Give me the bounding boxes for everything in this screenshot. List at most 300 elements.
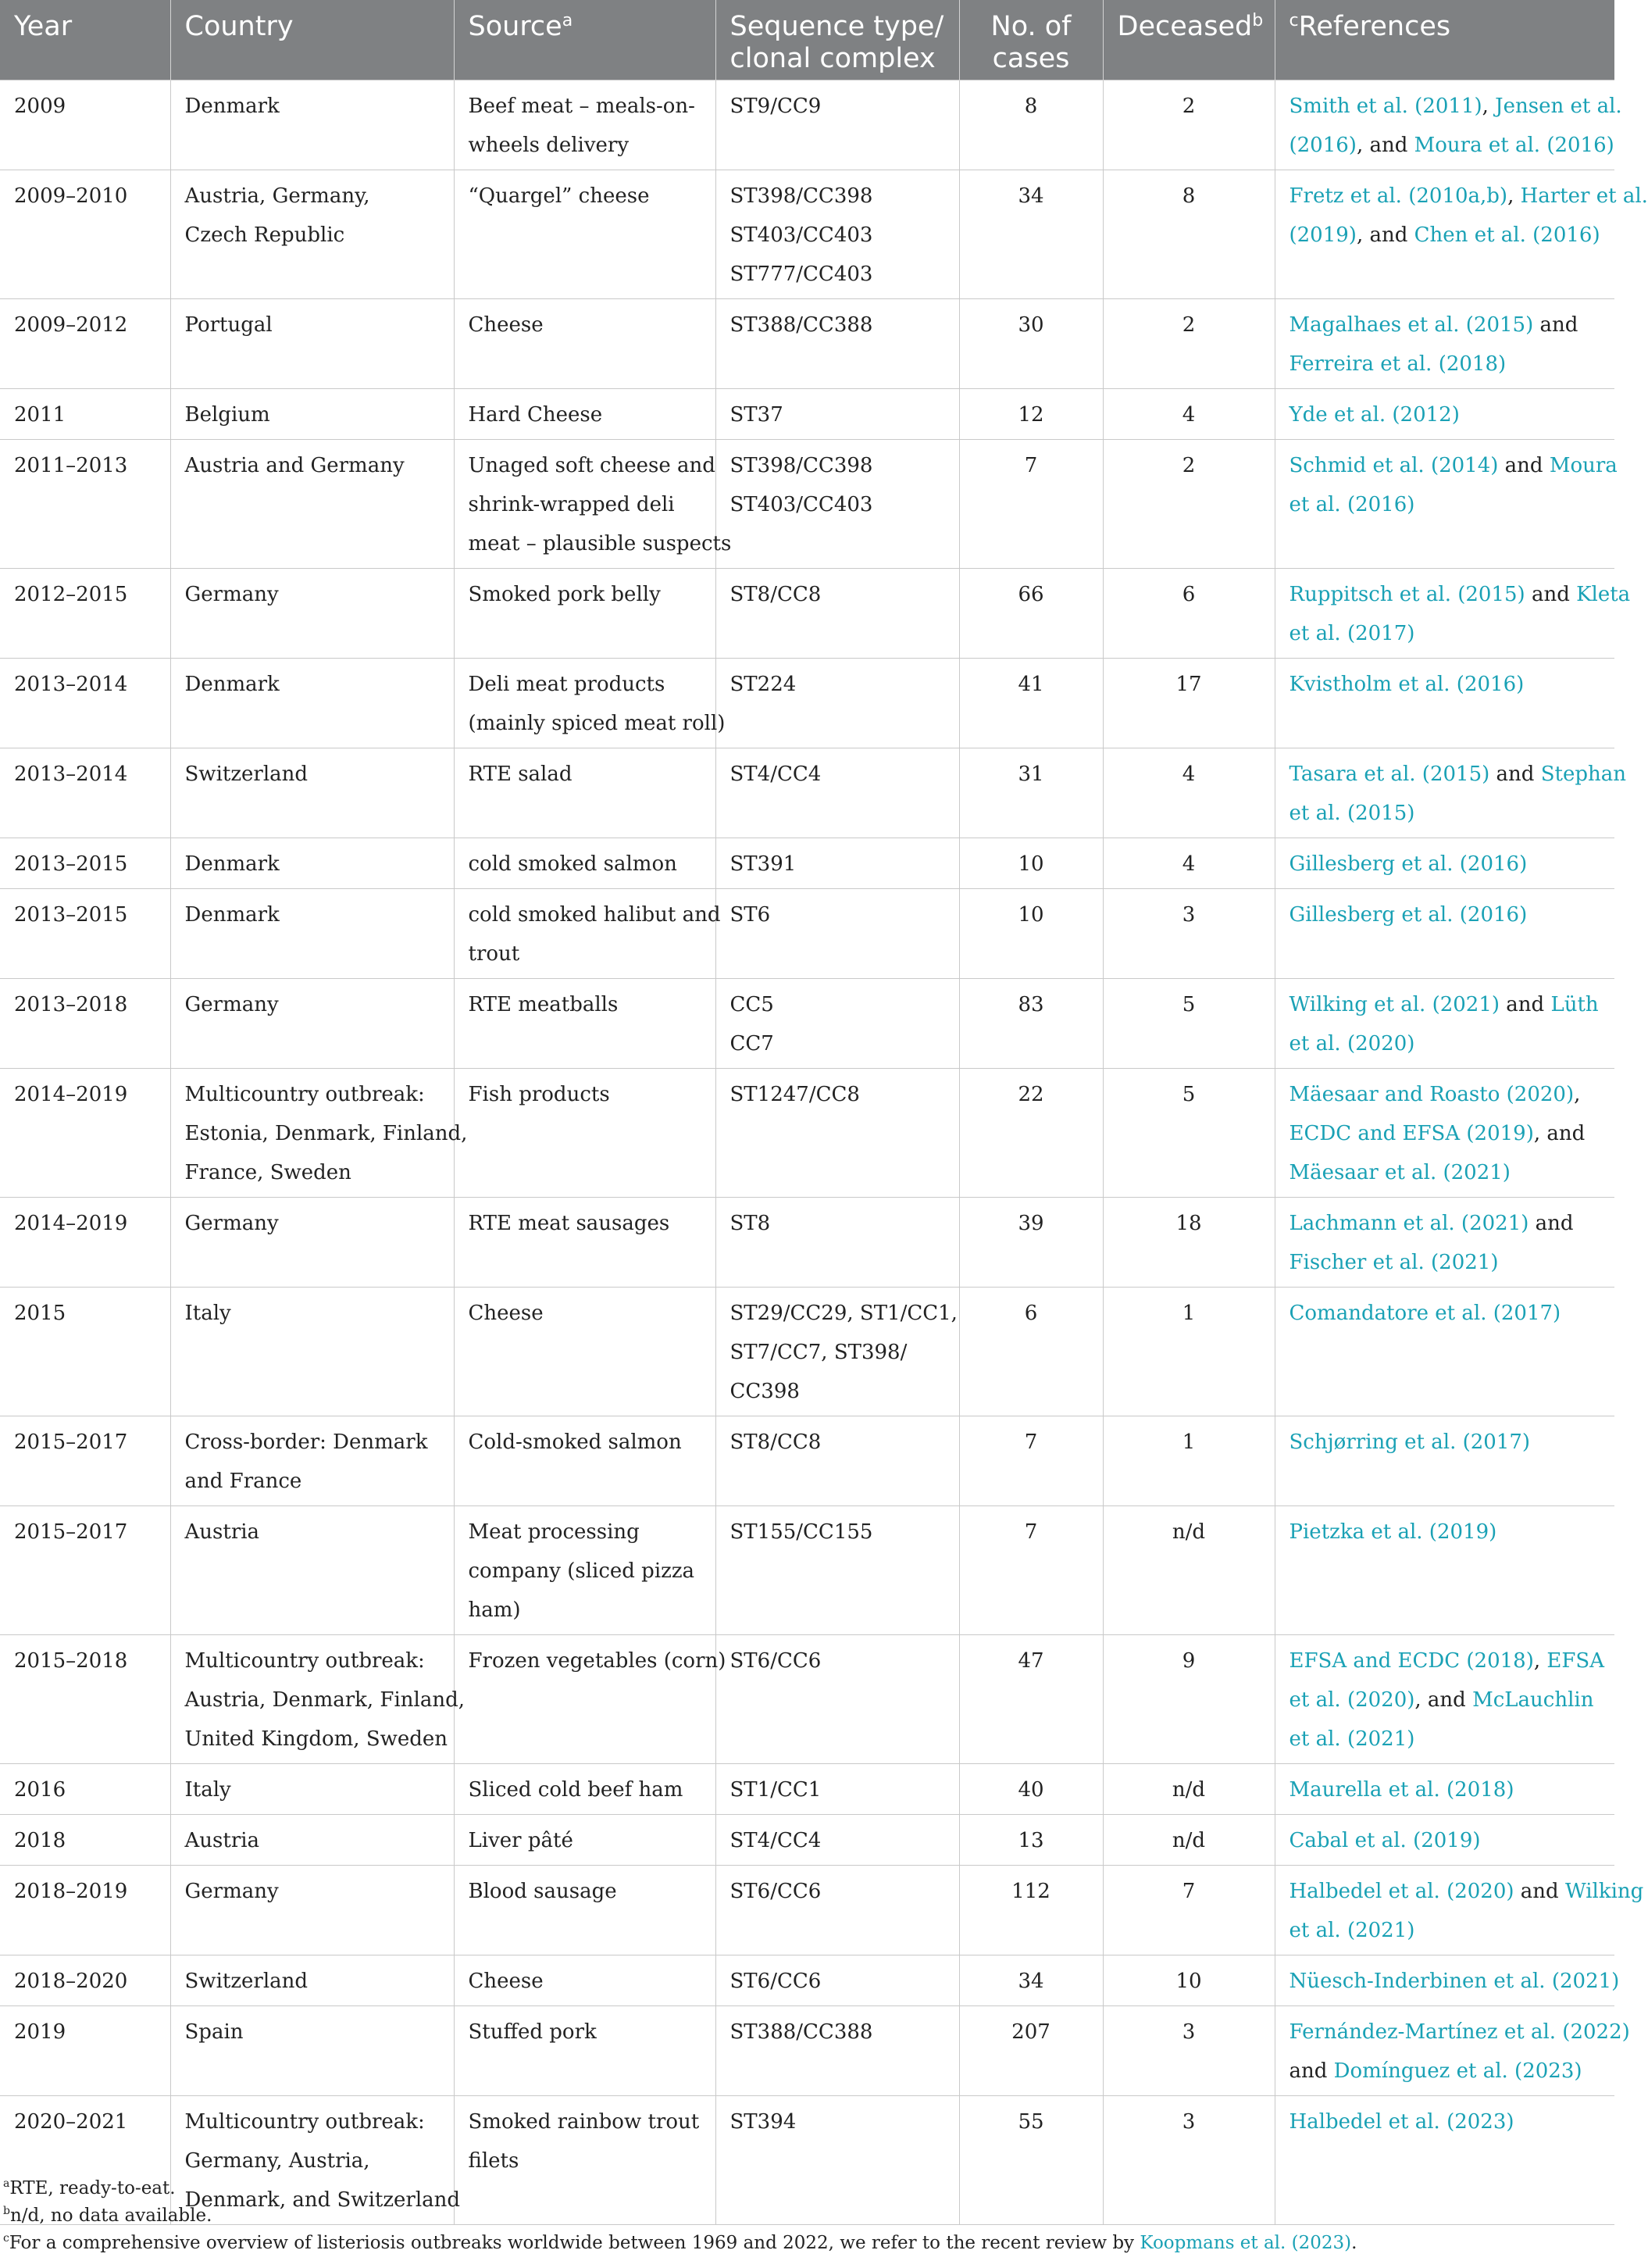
reference-link[interactable]: Smith et al. (2011) (1289, 95, 1482, 118)
year-cell: 2014–2019 (0, 1069, 170, 1198)
sequence-type-cell-line: ST9/CC9 (729, 95, 822, 118)
source-cell (454, 440, 732, 569)
reference-link[interactable]: (2016) (1289, 134, 1357, 157)
reference-separator: and (1498, 454, 1550, 477)
sequence-type-cell-line: ST6 (729, 903, 771, 927)
deceased-cell: 2 (1103, 440, 1275, 569)
year-cell: 2015–2018 (0, 1635, 170, 1764)
country-cell-line: Austria (184, 1520, 260, 1544)
country-cell-line: Germany (184, 993, 279, 1016)
sequence-type-cell (715, 1288, 959, 1416)
source-cell-line: cold smoked halibut and (468, 903, 721, 927)
deceased-cell: 18 (1103, 1198, 1275, 1288)
cases-cell: 207 (959, 2006, 1103, 2096)
country-cell-line: Germany (184, 583, 279, 606)
country-cell (170, 659, 454, 748)
references-line (1290, 794, 1601, 833)
sequence-type-cell (715, 748, 959, 838)
source-cell-line: Smoked rainbow trout (468, 2110, 700, 2134)
references-cell (1275, 2006, 1630, 2096)
sequence-type-cell (715, 1416, 959, 1506)
reference-link[interactable]: et al. (2020) (1289, 1032, 1415, 1055)
cases-cell: 7 (959, 1416, 1103, 1506)
deceased-cell: 9 (1103, 1635, 1275, 1764)
references-line (1289, 1962, 1620, 2001)
deceased-cell: 17 (1103, 659, 1275, 748)
references-line (1290, 1114, 1601, 1153)
country-cell (170, 389, 454, 440)
country-cell (170, 838, 454, 889)
sequence-type-cell-line: ST155/CC155 (729, 1520, 873, 1544)
reference-link[interactable]: Maurella et al. (2018) (1289, 1778, 1514, 1802)
reference-link[interactable]: Yde et al. (2012) (1289, 403, 1460, 427)
sequence-type-cell (715, 1635, 959, 1764)
country-cell-line: Portugal (184, 313, 273, 337)
reference-separator: , (1533, 1649, 1547, 1673)
source-cell-line: RTE salad (468, 763, 573, 786)
deceased-cell: 5 (1103, 1069, 1275, 1198)
table-row (0, 889, 1614, 979)
country-cell (170, 979, 454, 1069)
references-line (1289, 1872, 1644, 1911)
country-cell (170, 1198, 454, 1288)
reference-separator: and (1289, 2059, 1334, 2083)
country-cell (170, 1955, 454, 2006)
reference-link[interactable]: Harter et al. (1520, 184, 1648, 208)
source-cell-line: Liver pâté (468, 1829, 573, 1852)
references-line (1289, 177, 1648, 216)
references-cell (1275, 1635, 1614, 1764)
source-cell (454, 1635, 726, 1764)
reference-link[interactable]: et al. (2021) (1289, 1727, 1415, 1751)
sequence-type-cell-line: CC5 (729, 993, 774, 1016)
references-line (1289, 575, 1631, 614)
references-line (1289, 2013, 1630, 2052)
reference-link[interactable]: (2019) (1289, 223, 1357, 247)
table-header-row (0, 0, 1614, 80)
country-cell-line: Multicountry outbreak: (184, 2110, 425, 2134)
references-line (1290, 665, 1601, 704)
reference-separator: and (1500, 993, 1551, 1016)
sequence-type-cell-line: ST224 (729, 673, 797, 696)
year-cell: 2018–2020 (0, 1955, 170, 2006)
reference-link[interactable]: Gillesberg et al. (2016) (1289, 903, 1528, 927)
table-row (0, 1635, 1614, 1764)
references-line (1290, 1513, 1601, 1552)
source-cell-line: Cheese (468, 1970, 544, 1993)
source-cell-line: Stuffed pork (468, 2020, 597, 2044)
references-cell (1275, 389, 1614, 440)
references-cell (1275, 1416, 1614, 1506)
sequence-type-cell-line: ST8 (729, 1212, 771, 1235)
year-cell: 2013–2014 (0, 748, 170, 838)
source-cell-line: meat – plausible suspects (468, 532, 732, 555)
reference-link[interactable]: et al. (2021) (1289, 1919, 1415, 1942)
reference-link[interactable]: Mäesaar and Roasto (2020) (1289, 1083, 1575, 1106)
reference-link[interactable]: Lachmann et al. (2021) (1289, 1212, 1529, 1235)
header-deceased: Deceased$^b$ (1103, 0, 1275, 80)
deceased-cell: n/d (1103, 1815, 1275, 1866)
reference-link[interactable]: Lüth (1550, 993, 1599, 1016)
reference-link[interactable]: Cabal et al. (2019) (1289, 1829, 1481, 1852)
country-cell-line: Germany (184, 1880, 279, 1903)
country-cell (170, 1506, 454, 1635)
source-cell (454, 170, 715, 299)
footnote-c: $^c$For a comprehensive overview of listeriosis outbreaks worldwide between 1969 and 2022, we refer to the recent review by Koopmans et al. (2023). (3, 2232, 1357, 2253)
cases-cell: 31 (959, 748, 1103, 838)
references-cell (1275, 1288, 1614, 1416)
source-cell-line: Hard Cheese (468, 403, 603, 427)
source-cell (454, 389, 715, 440)
sequence-type-cell-line: CC7 (729, 1032, 774, 1055)
header-country: Country (170, 0, 454, 80)
references-line (1290, 1294, 1601, 1333)
year-cell: 2020–2021 (0, 2096, 170, 2225)
cases-cell: 7 (959, 1506, 1103, 1635)
source-cell (454, 1506, 715, 1635)
sequence-type-cell (715, 170, 959, 299)
reference-separator: and (1489, 763, 1541, 786)
source-cell (454, 979, 715, 1069)
references-cell (1275, 299, 1614, 389)
country-cell-line: Italy (184, 1778, 231, 1802)
table-row (0, 748, 1614, 838)
country-cell-line: and France (184, 1470, 302, 1493)
source-cell-line: Unaged soft cheese and (468, 454, 715, 477)
reference-link[interactable]: Kvistholm et al. (2016) (1289, 673, 1525, 696)
source-cell-line: Beef meat – meals-on- (468, 95, 695, 118)
reference-link[interactable]: Magalhaes et al. (2015) (1289, 313, 1534, 337)
header-no-of-cases: No. of cases (959, 0, 1103, 80)
sequence-type-cell-line: ST391 (729, 852, 797, 876)
country-cell-line: Switzerland (184, 763, 309, 786)
sequence-type-cell-line: ST398/CC398 (729, 454, 873, 477)
references-line (1290, 1720, 1601, 1759)
reference-link[interactable]: Moura et al. (2016) (1414, 134, 1614, 157)
reference-separator: , and (1414, 1688, 1473, 1712)
references-line (1290, 614, 1601, 653)
references-cell (1275, 1506, 1614, 1635)
reference-link[interactable]: Koopmans et al. (2023) (1140, 2233, 1352, 2253)
sequence-type-cell (715, 1866, 959, 1955)
source-cell-line: filets (468, 2149, 519, 2173)
reference-link[interactable]: Fretz et al. (2010a,b) (1289, 184, 1508, 208)
country-cell-line: Austria (184, 1829, 260, 1852)
reference-link[interactable]: Pietzka et al. (2019) (1289, 1520, 1497, 1544)
table-row (0, 440, 1614, 569)
cases-cell: 47 (959, 1635, 1103, 1764)
source-cell-line: “Quargel” cheese (468, 184, 650, 208)
header-references: $^c$References (1275, 0, 1614, 80)
source-cell (454, 1866, 715, 1955)
sequence-type-cell (715, 659, 959, 748)
year-cell: 2018 (0, 1815, 170, 1866)
reference-link[interactable]: Fischer et al. (2021) (1289, 1251, 1499, 1274)
reference-link[interactable]: et al. (2015) (1289, 802, 1415, 825)
footnote-mark: c (1289, 11, 1299, 30)
references-cell (1275, 170, 1648, 299)
reference-link[interactable]: Tasara et al. (2015) (1289, 763, 1490, 786)
country-cell (170, 1815, 454, 1866)
country-cell (170, 170, 454, 299)
country-cell-line: Austria, Denmark, Finland, (184, 1688, 466, 1712)
country-cell (170, 80, 454, 170)
reference-link[interactable]: EFSA (1546, 1649, 1604, 1673)
reference-separator: , and (1356, 223, 1414, 247)
year-cell: 2011–2013 (0, 440, 170, 569)
year-cell: 2013–2015 (0, 889, 170, 979)
reference-separator: , and (1356, 134, 1414, 157)
source-cell (454, 1198, 715, 1288)
reference-link[interactable]: Kleta (1576, 583, 1631, 606)
country-cell (170, 569, 454, 659)
reference-link[interactable]: Wilking et al. (2021) (1289, 993, 1500, 1016)
table-row (0, 1955, 1614, 2006)
reference-link[interactable]: et al. (2017) (1289, 622, 1415, 645)
year-cell: 2013–2015 (0, 838, 170, 889)
sequence-type-cell (715, 299, 959, 389)
cases-cell: 10 (959, 838, 1103, 889)
table-row (0, 1815, 1614, 1866)
reference-link[interactable]: Ruppitsch et al. (2015) (1289, 583, 1525, 606)
table-row (0, 389, 1614, 440)
source-cell-line: Cheese (468, 1302, 544, 1325)
source-cell (454, 1955, 715, 2006)
deceased-cell: 4 (1103, 748, 1275, 838)
source-cell (454, 659, 726, 748)
deceased-cell: 3 (1103, 889, 1275, 979)
reference-link[interactable]: Moura (1549, 454, 1618, 477)
year-cell: 2015–2017 (0, 1416, 170, 1506)
deceased-cell: 2 (1103, 299, 1275, 389)
source-cell-line: ham) (468, 1598, 521, 1622)
cases-cell: 55 (959, 2096, 1103, 2225)
source-cell-line: Fish products (468, 1083, 610, 1106)
sequence-type-cell-line: ST403/CC403 (729, 223, 873, 247)
sequence-type-cell-line: ST6/CC6 (729, 1970, 822, 1993)
sequence-type-cell-line: ST388/CC388 (729, 313, 873, 337)
references-line (1290, 2102, 1601, 2141)
source-cell (454, 1288, 715, 1416)
country-cell (170, 2006, 454, 2096)
table-footnotes (3, 2175, 1604, 2257)
cases-cell: 30 (959, 299, 1103, 389)
sequence-type-cell (715, 1815, 959, 1866)
country-cell (170, 1764, 454, 1815)
references-line (1290, 1024, 1601, 1063)
cases-cell: 10 (959, 889, 1103, 979)
table-row (0, 299, 1614, 389)
table-row (0, 979, 1614, 1069)
table-row (0, 569, 1614, 659)
reference-link[interactable]: Fernández-Martínez et al. (2022) (1289, 2020, 1630, 2044)
deceased-cell: 3 (1103, 2096, 1275, 2225)
reference-link[interactable]: Mäesaar et al. (2021) (1289, 1161, 1511, 1184)
reference-link[interactable]: ECDC and EFSA (2019) (1289, 1122, 1534, 1145)
cases-cell: 6 (959, 1288, 1103, 1416)
reference-link[interactable]: Schjørring et al. (2017) (1289, 1430, 1531, 1454)
sequence-type-cell (715, 1955, 959, 2006)
references-line (1289, 126, 1614, 165)
reference-link[interactable]: Gillesberg et al. (2016) (1289, 852, 1528, 876)
references-line (1290, 305, 1601, 345)
references-line (1290, 1680, 1601, 1720)
deceased-cell: 8 (1103, 170, 1275, 299)
source-cell-line: wheels delivery (468, 134, 630, 157)
country-cell-line: Germany, Austria, (184, 2149, 370, 2173)
sequence-type-cell (715, 80, 959, 170)
reference-link[interactable]: Comandatore et al. (2017) (1289, 1302, 1561, 1325)
cases-cell: 13 (959, 1815, 1103, 1866)
sequence-type-cell (715, 569, 959, 659)
reference-separator: and (1533, 313, 1578, 337)
references-line (1290, 895, 1601, 934)
year-cell: 2016 (0, 1764, 170, 1815)
sequence-type-cell-line: ST4/CC4 (729, 763, 822, 786)
cases-cell: 7 (959, 440, 1103, 569)
country-cell-line: Denmark, and Switzerland (184, 2188, 461, 2212)
sequence-type-cell-line: ST6/CC6 (729, 1880, 822, 1903)
cases-cell: 112 (959, 1866, 1103, 1955)
sequence-type-cell-line: ST777/CC403 (729, 263, 873, 286)
deceased-cell: n/d (1103, 1764, 1275, 1815)
source-cell-line: Smoked pork belly (468, 583, 661, 606)
source-cell-line: Deli meat products (468, 673, 665, 696)
reference-link[interactable]: et al. (2016) (1289, 493, 1415, 516)
cases-cell: 66 (959, 569, 1103, 659)
source-cell (454, 569, 715, 659)
deceased-cell: 1 (1103, 1416, 1275, 1506)
reference-link[interactable]: Wilking (1564, 1880, 1644, 1903)
references-line (1290, 216, 1601, 255)
header-source: Source$^a$ (454, 0, 715, 80)
reference-link[interactable]: McLauchlin (1472, 1688, 1594, 1712)
reference-link[interactable]: EFSA and ECDC (2018) (1289, 1649, 1534, 1673)
reference-link[interactable]: Ferreira et al. (2018) (1289, 352, 1507, 376)
source-cell-line: Blood sausage (468, 1880, 617, 1903)
sequence-type-cell (715, 389, 959, 440)
reference-link[interactable]: Nüesch-Inderbinen et al. (2021) (1289, 1970, 1620, 1993)
reference-link[interactable]: Chen et al. (2016) (1414, 223, 1600, 247)
table-row (0, 80, 1614, 170)
reference-separator: , and (1533, 1122, 1586, 1145)
country-cell (170, 889, 454, 979)
country-cell-line: Germany (184, 1212, 279, 1235)
reference-link[interactable]: et al. (2020) (1289, 1688, 1415, 1712)
table-row (0, 2006, 1614, 2096)
references-cell (1275, 440, 1618, 569)
references-cell (1275, 1069, 1614, 1198)
references-line (1290, 1204, 1601, 1243)
reference-separator: , (1574, 1083, 1581, 1106)
footnote-b: $^b$n/d, no data available. (3, 2205, 212, 2226)
sequence-type-cell (715, 1506, 959, 1635)
reference-link[interactable]: Stephan (1540, 763, 1626, 786)
header-sequence-type: Sequence type/ clonal complex (715, 0, 959, 80)
sequence-type-cell (715, 1069, 959, 1198)
sequence-type-cell-line: ST8/CC8 (729, 1430, 822, 1454)
reference-link[interactable]: Schmid et al. (2014) (1289, 454, 1499, 477)
deceased-cell: 2 (1103, 80, 1275, 170)
cases-cell: 34 (959, 170, 1103, 299)
year-cell: 2011 (0, 389, 170, 440)
sequence-type-cell (715, 1764, 959, 1815)
footnote-a: $^a$RTE, ready-to-eat. (3, 2177, 176, 2198)
references-line (1290, 1423, 1601, 1462)
cases-cell: 8 (959, 80, 1103, 170)
source-cell-line: Meat processing (468, 1520, 640, 1544)
references-cell (1275, 838, 1614, 889)
cases-cell: 41 (959, 659, 1103, 748)
table-row (0, 1416, 1614, 1506)
references-line (1290, 1153, 1601, 1192)
references-line (1290, 2052, 1601, 2091)
references-cell (1275, 748, 1626, 838)
year-cell: 2015–2017 (0, 1506, 170, 1635)
sequence-type-cell-line: ST4/CC4 (729, 1829, 822, 1852)
year-cell: 2015 (0, 1288, 170, 1416)
country-cell-line: Austria, Germany, (184, 184, 370, 208)
country-cell (170, 1416, 454, 1506)
country-cell-line: France, Sweden (184, 1161, 351, 1184)
country-cell-line: Denmark (184, 852, 280, 876)
source-cell (454, 838, 715, 889)
references-cell (1275, 569, 1631, 659)
country-cell (170, 748, 454, 838)
country-cell-line: Spain (184, 2020, 244, 2044)
sequence-type-cell (715, 889, 959, 979)
source-cell-line: Cold-smoked salmon (468, 1430, 682, 1454)
footnote-mark: a (562, 11, 573, 30)
deceased-cell: 3 (1103, 2006, 1275, 2096)
country-cell (170, 440, 454, 569)
year-cell: 2013–2018 (0, 979, 170, 1069)
deceased-cell: 10 (1103, 1955, 1275, 2006)
country-cell (170, 1635, 466, 1764)
year-cell: 2014–2019 (0, 1198, 170, 1288)
source-cell-line: Frozen vegetables (corn) (468, 1649, 726, 1673)
source-cell-line: Cheese (468, 313, 544, 337)
cases-cell: 83 (959, 979, 1103, 1069)
reference-separator: and (1529, 1212, 1574, 1235)
source-cell-line: shrink-wrapped deli (468, 493, 675, 516)
references-line (1290, 1770, 1601, 1809)
reference-link[interactable]: Halbedel et al. (2023) (1289, 2110, 1514, 2134)
table-row (0, 1288, 1614, 1416)
country-cell-line: Switzerland (184, 1970, 309, 1993)
deceased-cell: 7 (1103, 1866, 1275, 1955)
source-cell-line: Sliced cold beef ham (468, 1778, 683, 1802)
references-line (1290, 845, 1601, 884)
sequence-type-cell (715, 838, 959, 889)
table-row (0, 838, 1614, 889)
references-line (1289, 87, 1622, 126)
reference-link[interactable]: Jensen et al. (1495, 95, 1622, 118)
country-cell-line: Denmark (184, 95, 280, 118)
sequence-type-cell-line: ST388/CC388 (729, 2020, 873, 2044)
year-cell: 2019 (0, 2006, 170, 2096)
sequence-type-cell-line: ST29/CC29, ST1/CC1, (729, 1302, 958, 1325)
reference-link[interactable]: Halbedel et al. (2020) (1289, 1880, 1514, 1903)
table-row (0, 1506, 1614, 1635)
references-line (1290, 985, 1601, 1024)
sequence-type-cell (715, 440, 959, 569)
deceased-cell: n/d (1103, 1506, 1275, 1635)
table-row (0, 1866, 1614, 1955)
reference-link[interactable]: Domínguez et al. (2023) (1333, 2059, 1582, 2083)
country-cell (170, 1288, 454, 1416)
cases-cell: 12 (959, 389, 1103, 440)
